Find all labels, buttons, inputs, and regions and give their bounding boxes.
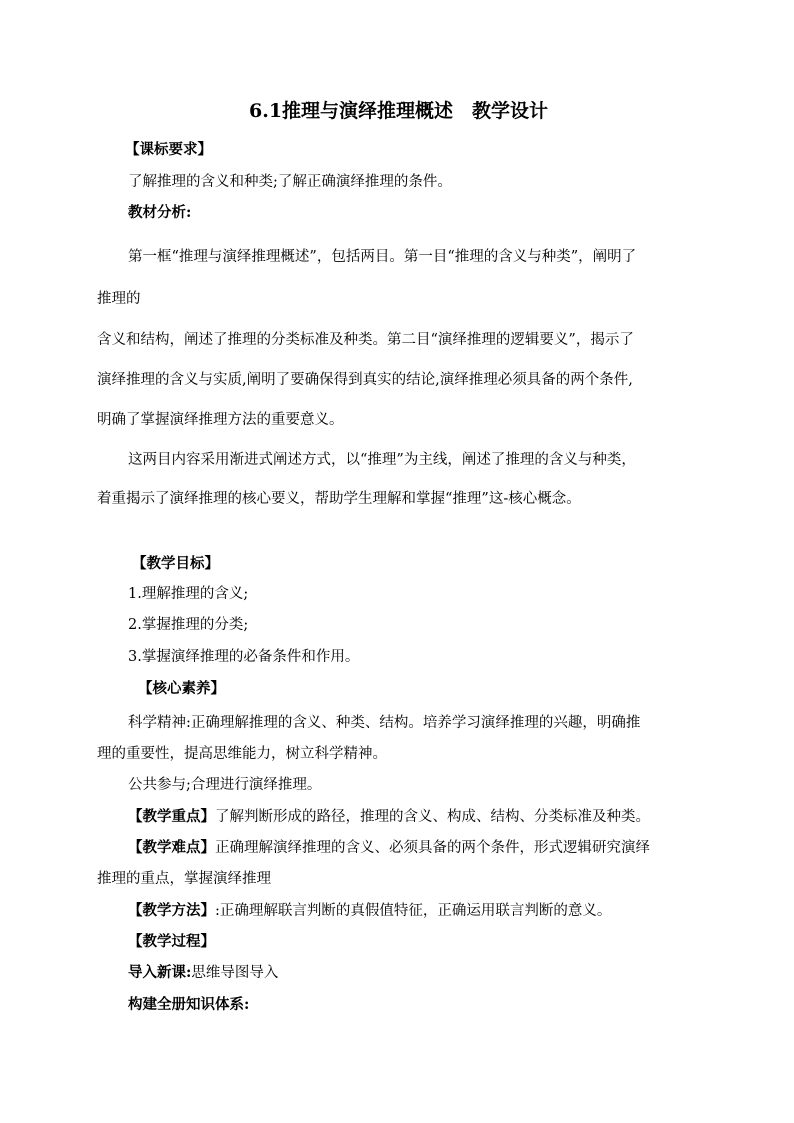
difficult-points-line [128, 838, 650, 858]
core-literacy-line: 科学精神:正确理解推理的含义、种类、结构。培养学习演绎推理的兴趣，明确推 [128, 715, 641, 731]
textbook-analysis-line: 着重揭示了演绎推理的核心要义，帮助学生理解和掌握“推理”这-核心概念。 [97, 491, 581, 507]
page-title: 6.1推理与演绎推理概述 教学设计 [249, 100, 549, 122]
textbook-analysis-line: 这两目内容采用渐进式阐述方式，以“推理”为主线，阐述了推理的含义与种类， [128, 452, 636, 468]
key-points-text: 了解判断形成的路径，推理的含义、构成、结构、分类标准及种类。 [215, 809, 650, 825]
difficult-points-text: 正确理解演绎推理的含义、必须具备的两个条件，形式逻辑研究演绎 [215, 840, 650, 856]
key-points-line [128, 807, 650, 827]
textbook-analysis-line: 含义和结构，阐述了推理的分类标准及种类。第二目“演绎推理的逻辑要义”，揭示了 [97, 332, 634, 348]
difficult-points-text-continued: 推理的重点，掌握演绎推理 [97, 871, 271, 887]
key-points-label: 【教学重点】 [128, 808, 215, 825]
teaching-method-label: 【教学方法】 [128, 902, 215, 919]
textbook-analysis-line: 推理的 [97, 291, 141, 307]
framework-label: 构建全册知识体系: [128, 996, 250, 1013]
intro-line [128, 963, 278, 983]
teaching-goal-item: 1.理解推理的含义; [128, 586, 249, 602]
core-literacy-line: 公共参与;合理进行演绎推理。 [128, 777, 322, 793]
teaching-goal-item: 2.掌握推理的分类; [128, 617, 249, 633]
difficult-points-label: 【教学难点】 [128, 839, 215, 856]
intro-text: 思维导图导入 [191, 965, 279, 981]
teaching-goal-item: 3.掌握演绎推理的必备条件和作用。 [128, 649, 360, 665]
teaching-process-heading: 【教学过程】 [128, 933, 215, 950]
textbook-analysis-line: 第一框“推理与演绎推理概述”，包括两目。第一目“推理的含义与种类”，阐明了 [128, 249, 637, 265]
intro-label: 导入新课: [128, 964, 192, 981]
curriculum-requirements-text: 了解推理的含义和种类;了解正确演绎推理的条件。 [128, 174, 452, 190]
core-literacy-line: 理的重要性，提高思维能力，树立科学精神。 [97, 746, 387, 762]
teaching-method-text: :正确理解联言判断的真假值特征，正确运用联言判断的意义。 [215, 903, 612, 919]
textbook-analysis-line: 演绎推理的含义与实质,阐明了要确保得到真实的结论,演绎推理必须具备的两个条件, [97, 372, 633, 388]
core-literacy-heading: 【核心素养】 [138, 680, 225, 697]
curriculum-requirements-heading: 【课标要求】 [125, 141, 212, 158]
teaching-goals-heading: 【教学目标】 [132, 555, 219, 572]
textbook-analysis-line: 明确了掌握演绎推理方法的重要意义。 [97, 412, 344, 428]
teaching-method-line [128, 901, 611, 921]
textbook-analysis-heading: 教材分析: [128, 204, 192, 221]
